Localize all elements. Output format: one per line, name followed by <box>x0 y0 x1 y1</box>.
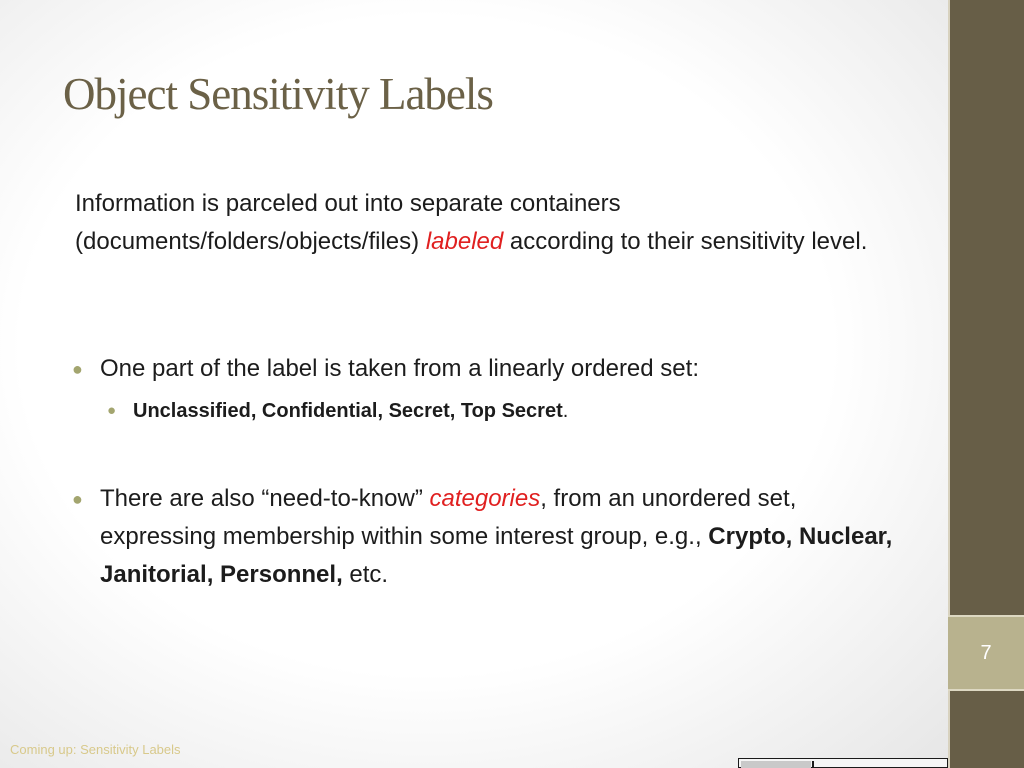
bottom-toolbar-separator <box>812 761 814 768</box>
intro-text-after: according to their sensitivity level. <box>503 228 868 255</box>
sub-bullet-text <box>133 394 887 428</box>
bullet-dot-icon: ● <box>72 359 83 379</box>
bottom-toolbar-left <box>741 761 811 768</box>
page-number: 7 <box>948 615 1024 691</box>
bullet-dot-icon: ● <box>107 402 117 419</box>
bullet-text-before: There are also “need-to-know” <box>100 485 430 512</box>
bullet-categories-list: Crypto, Nuclear, Janitorial, Personnel, <box>100 523 893 588</box>
intro-text-before: Information is parceled out into separate containers (documents/folders/objects/files) <box>75 190 621 255</box>
footer-note: Coming up: Sensitivity Labels <box>10 742 181 757</box>
slide-title: Object Sensitivity Labels <box>63 69 493 119</box>
sub-bullet-period: . <box>562 400 569 422</box>
bullet-text <box>100 480 902 594</box>
sub-bullet-levels: Unclassified, Confidential, Secret, Top Secret <box>133 400 563 422</box>
sub-bullet-item-levels <box>107 394 887 428</box>
intro-paragraph <box>75 185 875 261</box>
bullet-dot-icon: ● <box>72 489 83 509</box>
bullet-text: One part of the label is taken from a linearly ordered set: <box>100 355 699 382</box>
bullet-item-ordered-set <box>72 350 902 388</box>
bullet-item-categories <box>72 480 902 594</box>
bullet-text-after: , from an unordered set, expressing membership within some interest group, e.g., <box>100 485 797 550</box>
bullet-emphasis: categories <box>429 485 541 512</box>
bullet-text-tail: etc. <box>342 561 389 588</box>
intro-emphasis: labeled <box>425 228 504 255</box>
